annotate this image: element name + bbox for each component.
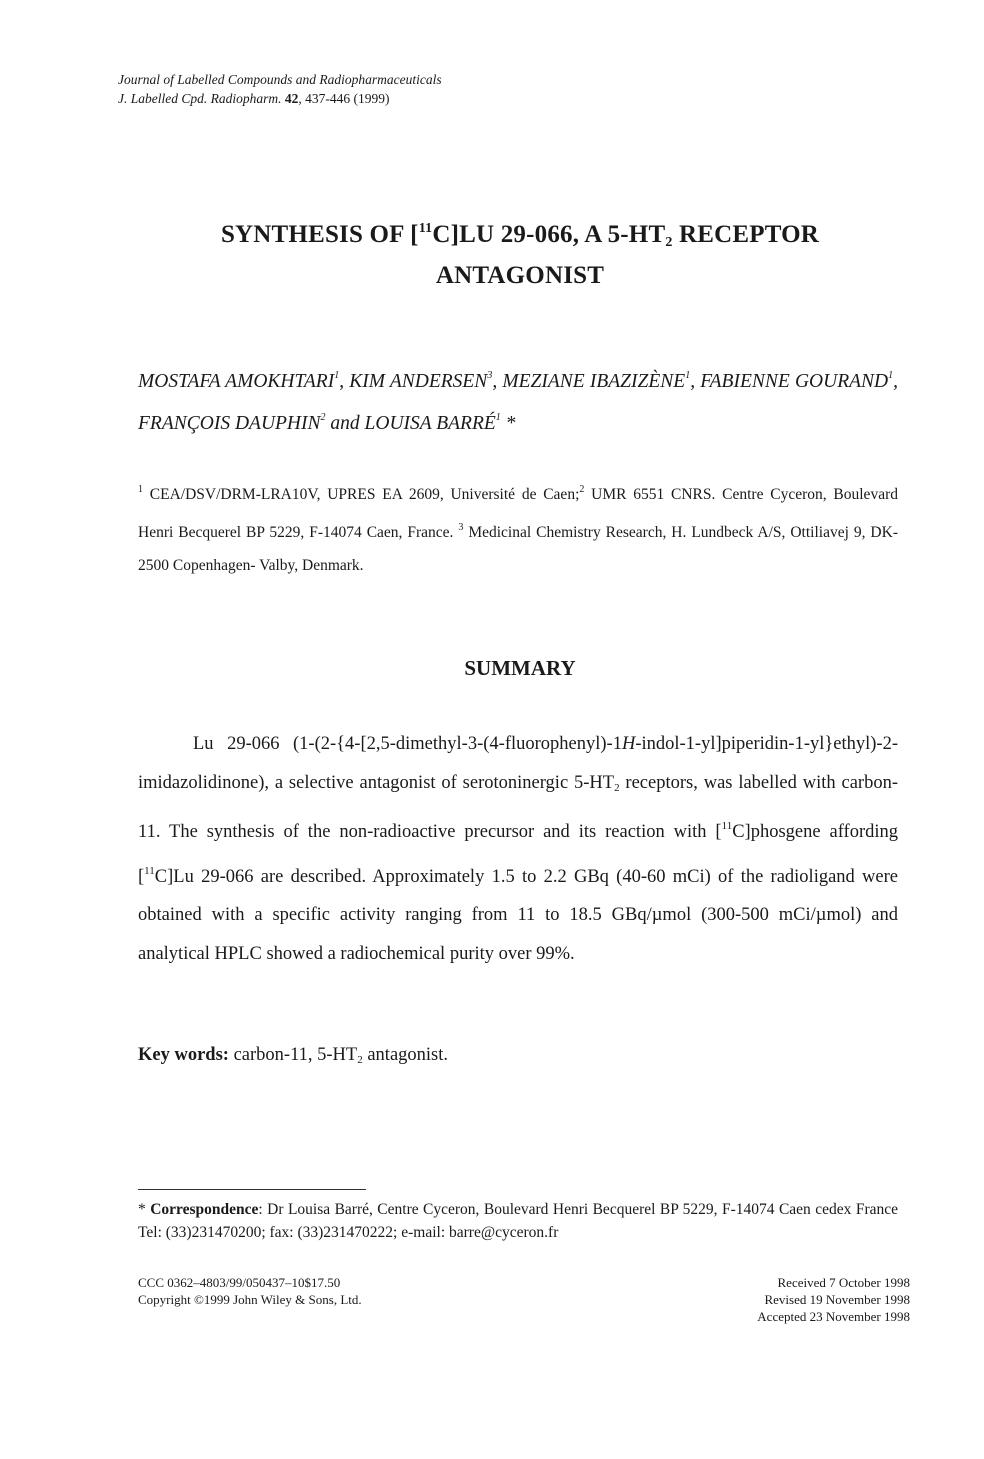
summary-heading: SUMMARY (464, 656, 576, 680)
author: MOSTAFA AMOKHTARI$^1$, (138, 370, 350, 392)
correspondence-footnote: * Correspondence: Dr Louisa Barré, Centre Cyceron, Boulevard Henri Becquerel BP 5229, F-14074 Caen cedex France Tel: (33)231470200; fax: (33)231470222; e-mail: barre@cyceron.fr (138, 1201, 898, 1241)
abstract-paragraph: Lu 29-066 (1-(2-{4-[2,5-dimethyl-3-(4-fluorophenyl)-1H-indol-1-yl]piperidin-1-yl}ethyl)-2-imidazolidinone), a selective antagonist of serotoninergic $5-HT_2$ receptors, was labelled with carbon-11. The synthesis of the non-radioactive precursor and its reaction with [$^{11}$C]phosgene affording [$^{11}$C]Lu 29-066 are described. Approximately 1.5 to 2.2 GBq (40-60 mCi) of the radioligand were obtained with a specific activity ranging from 11 to 18.5 GBq/µmol (300-500 mCi/µmol) and analytical HPLC showed a radiochemical purity over 99%. (138, 734, 898, 964)
received-date: Received 7 October 1998 (777, 1275, 910, 1290)
author: FABIENNE GOURAND$^1$, (700, 370, 898, 392)
paper-title: SYNTHESIS OF [$^{11}$C]LU 29-066, A $5-HT_2$ RECEPTOR ANTAGONIST (220, 221, 820, 289)
journal-citation: J. Labelled Cpd. Radiopharm. 42, 437-446 (1999) (118, 91, 390, 106)
author: MEZIANE IBAZIZÈNE$^1$, (502, 370, 701, 392)
footer-left (138, 1274, 362, 1308)
copyright: Copyright ©1999 John Wiley & Sons, Ltd. (138, 1292, 362, 1307)
affiliations: $^1$ CEA/DSV/DRM-LRA10V, UPRES EA 2609, Université de Caen;$^2$ UMR 6551 CNRS. Centre Cyceron, Boulevard Henri Becquerel BP 5229, F-14074 Caen, France. $^3$ Medicinal Chemistry Research, H. Lundbeck A/S, Ottiliavej 9, DK-2500 Copenhagen- Valby, Denmark. (138, 484, 898, 574)
keywords-label: Key words: (138, 1045, 229, 1065)
journal-name: Journal of Labelled Compounds and Radiopharmaceuticals (118, 72, 442, 87)
author: LOUISA BARRÉ$^1$ * (364, 412, 516, 434)
footer-dates (757, 1274, 910, 1325)
keywords: Key words: carbon-11, $5-HT_2$ antagonist. (138, 1045, 449, 1066)
author: KIM ANDERSEN$^3$, (349, 370, 503, 392)
author-list (138, 358, 898, 442)
revised-date: Revised 19 November 1998 (764, 1292, 910, 1307)
journal-header (118, 70, 442, 108)
author: FRANÇOIS DAUPHIN$^2$ and (138, 412, 365, 434)
journal-volume: 42 (284, 91, 299, 106)
footnote-rule (138, 1189, 366, 1190)
ccc-code: CCC 0362–4803/99/050437–10$17.50 (138, 1275, 341, 1290)
accepted-date: Accepted 23 November 1998 (757, 1309, 910, 1324)
